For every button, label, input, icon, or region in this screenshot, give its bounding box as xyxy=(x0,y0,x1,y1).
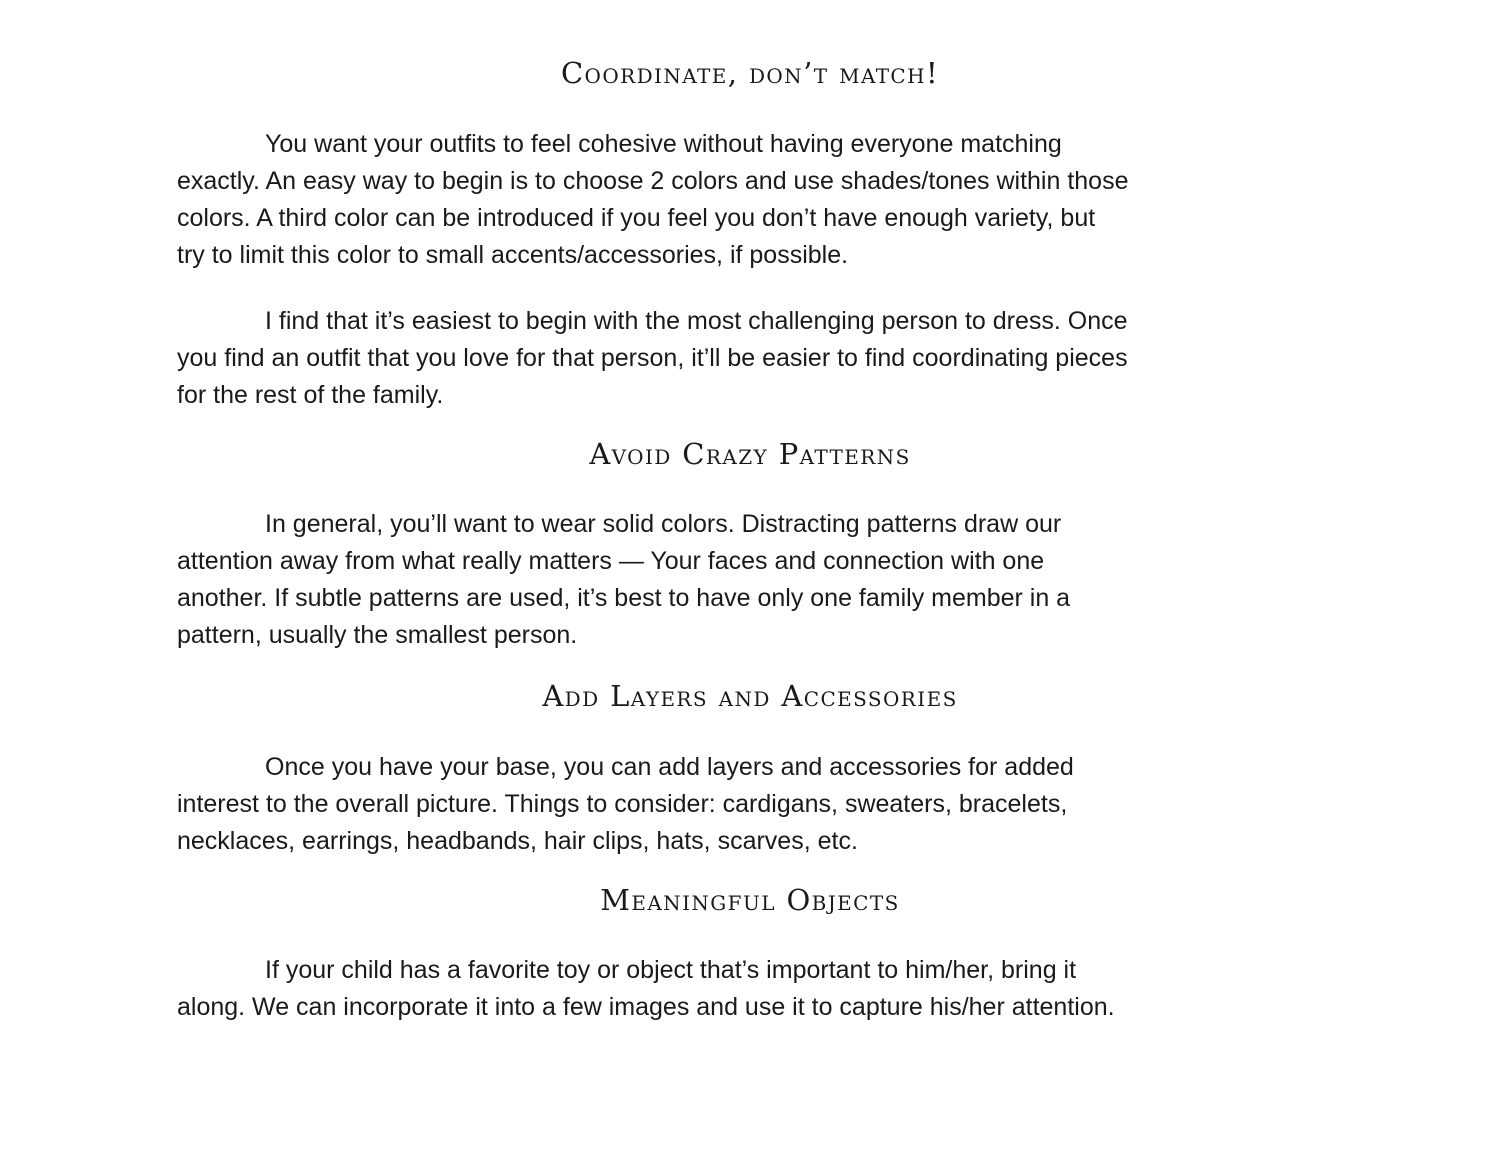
text-line: You want your outfits to feel cohesive without having everyone matching xyxy=(265,130,1062,158)
paragraph-objects xyxy=(177,952,1327,1026)
text-line: pattern, usually the smallest person. xyxy=(177,621,578,649)
paragraph-coordinate-1 xyxy=(177,126,1327,274)
text-line: colors. A third color can be introduced if you feel you don’t have enough variety, but xyxy=(177,204,1096,232)
paragraph-layers xyxy=(177,749,1327,860)
text-line: for the rest of the family. xyxy=(177,381,444,409)
text-line: you find an outfit that you love for that person, it’ll be easier to find coordinating pieces xyxy=(177,344,1128,372)
section-heading-patterns: Avoid Crazy Patterns xyxy=(589,437,911,471)
text-line: Once you have your base, you can add layers and accessories for added xyxy=(265,753,1074,781)
paragraph-coordinate-2 xyxy=(177,303,1327,414)
section-heading-layers: Add Layers and Accessories xyxy=(542,679,958,713)
section-heading-objects: Meaningful Objects xyxy=(600,883,900,917)
text-line: If your child has a favorite toy or object that’s important to him/her, bring it xyxy=(265,956,1077,984)
text-line: exactly. An easy way to begin is to choose 2 colors and use shades/tones within those xyxy=(177,167,1129,195)
text-line: In general, you’ll want to wear solid colors. Distracting patterns draw our xyxy=(265,510,1062,538)
text-line: another. If subtle patterns are used, it’s best to have only one family member in a xyxy=(177,584,1071,612)
text-line: I find that it’s easiest to begin with the most challenging person to dress. Once xyxy=(265,307,1128,335)
text-line: necklaces, earrings, headbands, hair clips, hats, scarves, etc. xyxy=(177,827,858,855)
text-line: attention away from what really matters — Your faces and connection with one xyxy=(177,547,1045,575)
text-line: along. We can incorporate it into a few images and use it to capture his/her attention. xyxy=(177,993,1115,1021)
section-heading-coordinate: Coordinate, don’t match! xyxy=(560,56,940,90)
paragraph-patterns xyxy=(177,506,1327,654)
text-line: interest to the overall picture. Things to consider: cardigans, sweaters, bracelets, xyxy=(177,790,1068,818)
text-line: try to limit this color to small accents/accessories, if possible. xyxy=(177,241,849,269)
